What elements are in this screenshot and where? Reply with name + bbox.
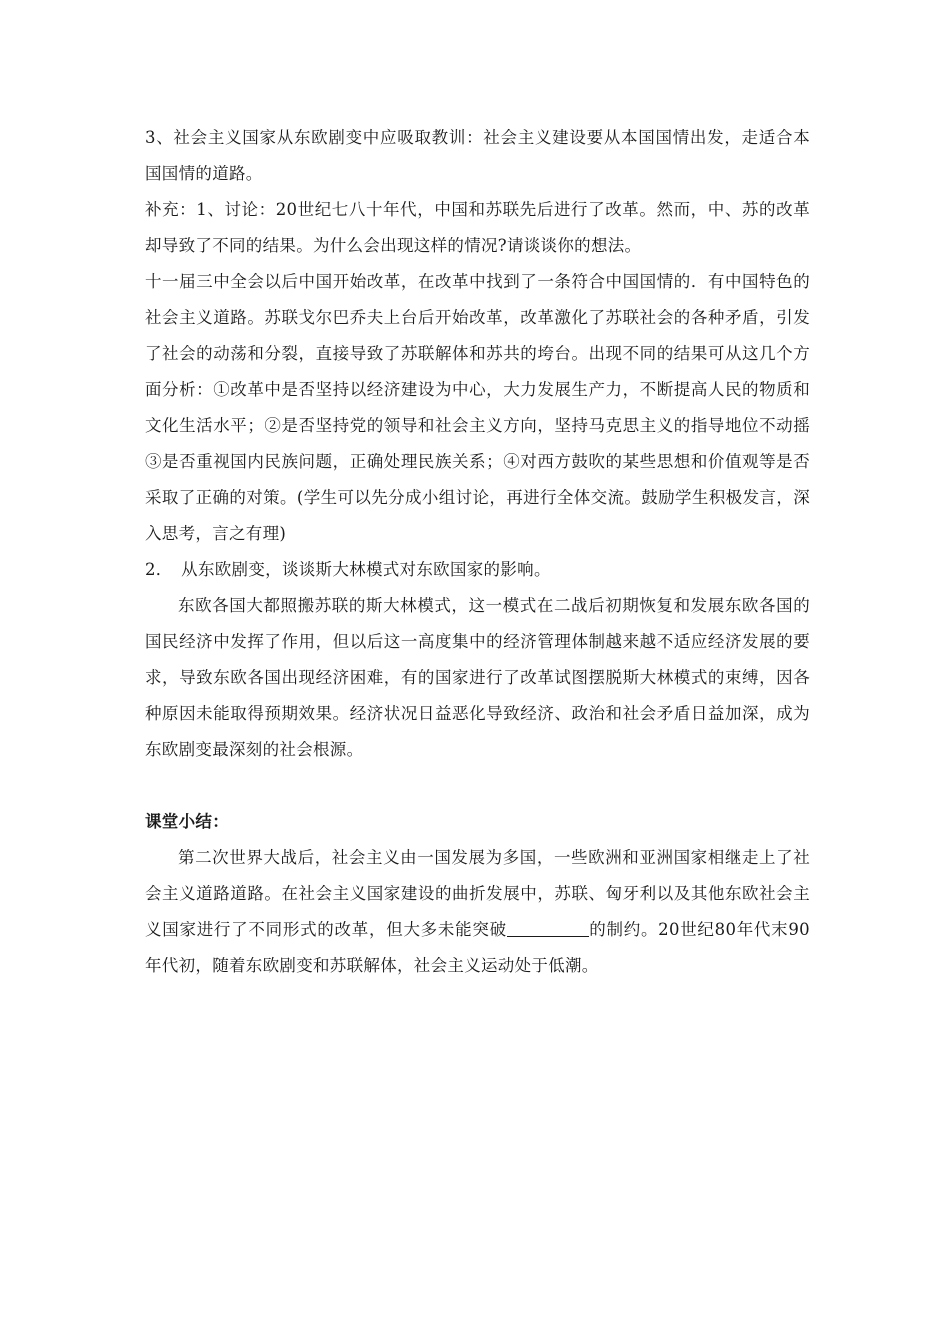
question-2-answer: 东欧各国大都照搬苏联的斯大林模式，这一模式在二战后初期恢复和发展东欧各国的国民经济中发挥了作用，但以后这一高度集中的经济管理体制越来越不适应经济发展的要求，导致东欧各国出现经济困难，有的国家进行了改革试图摆脱斯大林模式的束缚，因各种原因未能取得预期效果。经济状况日益恶化导致经济、政治和社会矛盾日益加深，成为东欧剧变最深刻的社会根源。	[145, 596, 810, 759]
summary-heading: 课堂小结：	[145, 812, 229, 831]
lesson-point-3: 3、社会主义国家从东欧剧变中应吸取教训：社会主义建设要从本国国情出发，走适合本国国情的道路。	[145, 128, 810, 183]
summary-text-part-1: 第二次世界大战后，社会主义由一国发展为多国，一些欧洲和亚洲国家相继走上了社会主义道路道路。在社会主义国家建设的曲折发展中，苏联、匈牙利以及其他东欧社会主义国家进行了不同形式的改革，但大多未能突破	[145, 848, 810, 939]
supplement-question-2: 2． 从东欧剧变，谈谈斯大林模式对东欧国家的影响。	[145, 560, 551, 579]
fill-in-blank	[507, 918, 589, 937]
document-body	[145, 120, 810, 984]
summary-text-part-2: 的制约。20世纪80年代末90年代初，随着东欧剧变和苏联解体，社会主义运动处于低潮。	[145, 920, 810, 975]
summary-paragraph	[145, 840, 810, 984]
discussion-answer: 十一届三中全会以后中国开始改革，在改革中找到了一条符合中国国情的．有中国特色的社会主义道路。苏联戈尔巴乔夫上台后开始改革，改革激化了苏联社会的各种矛盾，引发了社会的动荡和分裂，直接导致了苏联解体和苏共的垮台。出现不同的结果可从这几个方面分析：①改革中是否坚持以经济建设为中心，大力发展生产力，不断提高人民的物质和文化生活水平；②是否坚持党的领导和社会主义方向，坚持马克思主义的指导地位不动摇③是否重视国内民族问题，正确处理民族关系；④对西方鼓吹的某些思想和价值观等是否采取了正确的对策。(学生可以先分成小组讨论，再进行全体交流。鼓励学生积极发言，深入思考，言之有理)	[145, 272, 810, 543]
supplement-discussion-question: 补充：1、讨论：20世纪七八十年代，中国和苏联先后进行了改革。然而，中、苏的改革却导致了不同的结果。为什么会出现这样的情况?请谈谈你的想法。	[145, 200, 810, 255]
